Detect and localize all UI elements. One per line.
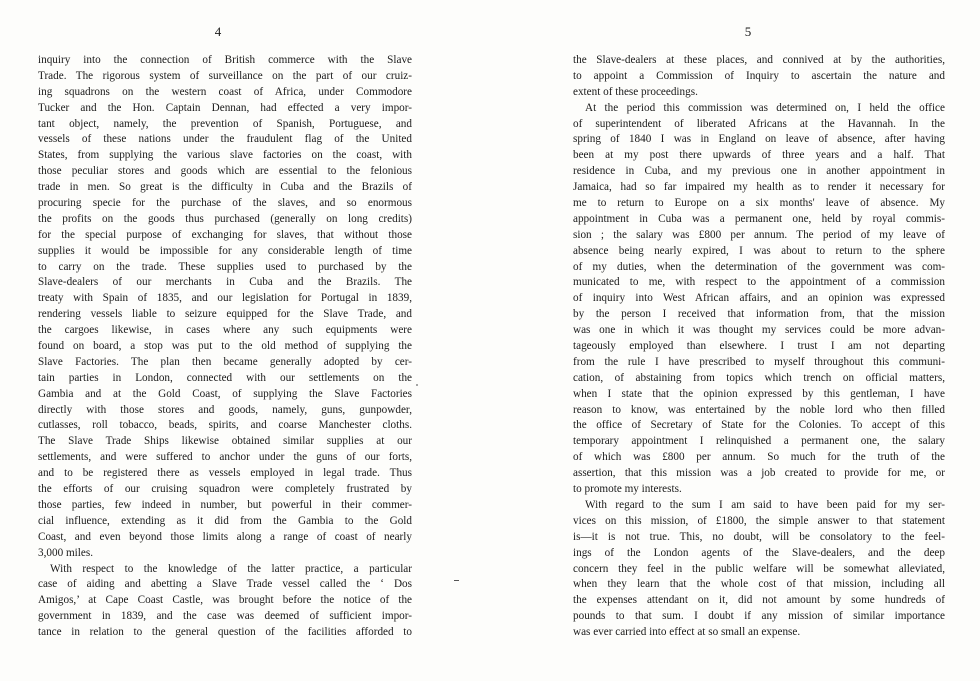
text-line: With respect to the knowledge of the latter practice, a particular	[50, 562, 412, 575]
text-line: Amigos,’ at Cape Coast Castle, was brought before the notice of the	[38, 594, 412, 607]
text-line: residence in Cuba, and my previous one in another appointment in	[573, 165, 945, 178]
text-line: found on board, a stop was put to the old method of supplying the	[38, 340, 412, 353]
text-line: tance in relation to the general question of the facilities afforded to	[38, 626, 412, 639]
text-line: municated to me, with respect to the appointment of a commission	[573, 276, 945, 289]
text-line: sion ; the salary was £800 per annum. The period of my leave of	[573, 228, 945, 241]
gutter-speck	[416, 384, 418, 386]
text-line: by the person I received that information from, that the mission	[573, 308, 945, 321]
text-line: concern they feel in the public welfare will be somewhat alleviated,	[573, 562, 945, 575]
text-line: tageously employed than elsewhere. I trust I am not departing	[573, 340, 945, 353]
page-number-left: 4	[214, 24, 222, 39]
text-line: procuring specie for the purchase of the slaves, and so enormous	[38, 197, 412, 210]
text-line: of my duties, when the determination of the government was com-	[573, 260, 945, 273]
text-line: is—it is not true. This, no doubt, will be consolatory to the feel-	[573, 530, 945, 543]
text-line: of which was £800 per annum. So much for the truth of the	[573, 451, 945, 464]
text-line: appointment in Cuba was a permanent one, held by royal commis-	[573, 212, 945, 225]
text-line: the profits on the goods thus purchased (generally on long credits)	[38, 212, 412, 225]
text-line: cutlasses, roll tobacco, beads, spirits, and coarse Manchester cloths.	[38, 419, 412, 432]
text-line: been at my post there upwards of three years and a half. That	[573, 149, 945, 162]
text-line: extent of these proceedings.	[573, 85, 698, 98]
text-line: assertion, that this mission was a job created to provide for me, or	[573, 467, 945, 480]
text-line: Slave-dealers of our merchants in Cuba and the Brazils. The	[38, 276, 412, 289]
text-line: absence being nearly expired, I was about to return to the sphere	[573, 244, 945, 257]
text-line: to carry on the trade. These supplies used to purchased by the	[38, 260, 412, 273]
text-line: vessels of these nations under the fraudulent flag of the United	[38, 133, 412, 146]
text-line: when they learn that the whole cost of that mission, including all	[573, 578, 945, 591]
text-line: States, from supplying the various slave factories on the coast, with	[38, 149, 412, 162]
text-line: Jamaica, had so far impaired my health as to render it necessary for	[573, 181, 945, 194]
text-line: Trade. The rigorous system of surveillance on the part of our cruiz-	[38, 69, 412, 82]
text-line: the cargoes likewise, in cases where any such equipments were	[38, 324, 412, 337]
text-line: from the rule I have prescribed to myself throughout this communi-	[573, 355, 945, 368]
text-line: tain parties in London, connected with our settlements on the	[38, 371, 412, 384]
text-line: supplies it would be impossible for any considerable length of time	[38, 244, 412, 257]
right-page-text	[573, 53, 945, 641]
text-line: those parties, few indeed in number, but powerful in their commer-	[38, 498, 412, 511]
text-line: pounds to that sum. I doubt if any mission of similar importance	[573, 610, 945, 623]
text-line: cation, of abstaining from topics which trench on official matters,	[573, 371, 945, 384]
text-line: when I state that the opinion expressed by this gentleman, I have	[573, 387, 945, 400]
margin-mark	[454, 580, 459, 581]
text-line: vices on this mission, of £1800, the simple answer to that statement	[573, 514, 945, 527]
text-line: Gambia and at the Gold Coast, of supplying the Slave Factories	[38, 387, 412, 400]
text-line: tant object, namely, the prevention of Spanish, Portuguese, and	[38, 117, 412, 130]
text-line: At the period this commission was determined on, I held the office	[585, 101, 945, 114]
text-line: and to be registered there as vessels employed in legal trade. Thus	[38, 467, 412, 480]
text-line: the Slave-dealers at these places, and connived at by the authorities,	[573, 54, 945, 66]
text-line: for the special purpose of exchanging for slaves, that without those	[38, 228, 412, 241]
text-line: government in 1839, and the case was deemed of sufficient impor-	[38, 610, 412, 623]
text-line: me to return to Europe on a six months' leave of absence. My	[573, 197, 945, 210]
text-line: the expenses attendant on it, did not amount by some hundreds of	[573, 594, 945, 607]
text-line: Coast, and even beyond those limits along a range of coast of nearly	[38, 530, 412, 543]
text-line: spring of 1840 I was in England on leave of absence, after having	[573, 133, 945, 146]
text-line: reason to know, was entertained by the noble lord who then filled	[573, 403, 945, 416]
text-line: the office of Secretary of State for the Colonies. To accept of this	[573, 419, 945, 432]
page-number-right: 5	[744, 24, 752, 39]
text-line: ings of the London agents of the Slave-dealers, and the deep	[573, 546, 945, 559]
text-line: was one in which it was thought my services could be more advan-	[573, 324, 945, 337]
text-line: to appoint a Commission of Inquiry to ascertain the nature and	[573, 69, 945, 82]
text-line: inquiry into the connection of British commerce with the Slave	[38, 54, 412, 66]
text-line: cial influence, extending as it did from the Gambia to the Gold	[38, 514, 412, 527]
text-line: settlements, and were suffered to anchor under the guns of our forts,	[38, 451, 412, 464]
text-line: case of aiding and abetting a Slave Trade vessel called the ‘ Dos	[38, 578, 412, 591]
text-line: Slave Factories. The plan then became generally adopted by cer-	[38, 355, 412, 368]
text-line: rendering vessels liable to seizure equipped for the Slave Trade, and	[38, 308, 412, 321]
left-page-text	[38, 53, 412, 641]
text-line: trade in men. So great is the difficulty in Cuba and the Brazils of	[38, 181, 412, 194]
text-line: was ever carried into effect at so small an expense.	[573, 626, 801, 639]
text-line: to promote my interests.	[573, 483, 682, 496]
text-line: the efforts of our cruising squadron were completely frustrated by	[38, 483, 412, 496]
text-line: directly with those stores and goods, namely, guns, gunpowder,	[38, 403, 412, 416]
text-line: treaty with Spain of 1835, and our legislation for Portugal in 1839,	[38, 292, 412, 305]
text-line: temporary appointment I relinquished a permanent one, the salary	[573, 435, 945, 448]
text-line: those peculiar stores and goods which are essential to the felonious	[38, 165, 412, 178]
text-line: of inquiry into West African affairs, and an opinion was expressed	[573, 292, 945, 305]
text-line: With regard to the sum I am said to have been paid for my ser-	[585, 498, 945, 511]
text-line: of superintendent of liberated Africans at the Havannah. In the	[573, 117, 945, 130]
text-line: 3,000 miles.	[38, 546, 94, 559]
text-line: Tucker and the Hon. Captain Dennan, had effected a very impor-	[38, 101, 412, 114]
right-page	[490, 0, 980, 681]
text-line: The Slave Trade Ships likewise obtained similar supplies at our	[38, 435, 412, 448]
text-line: ing squadrons on the western coast of Africa, under Commodore	[38, 85, 412, 98]
